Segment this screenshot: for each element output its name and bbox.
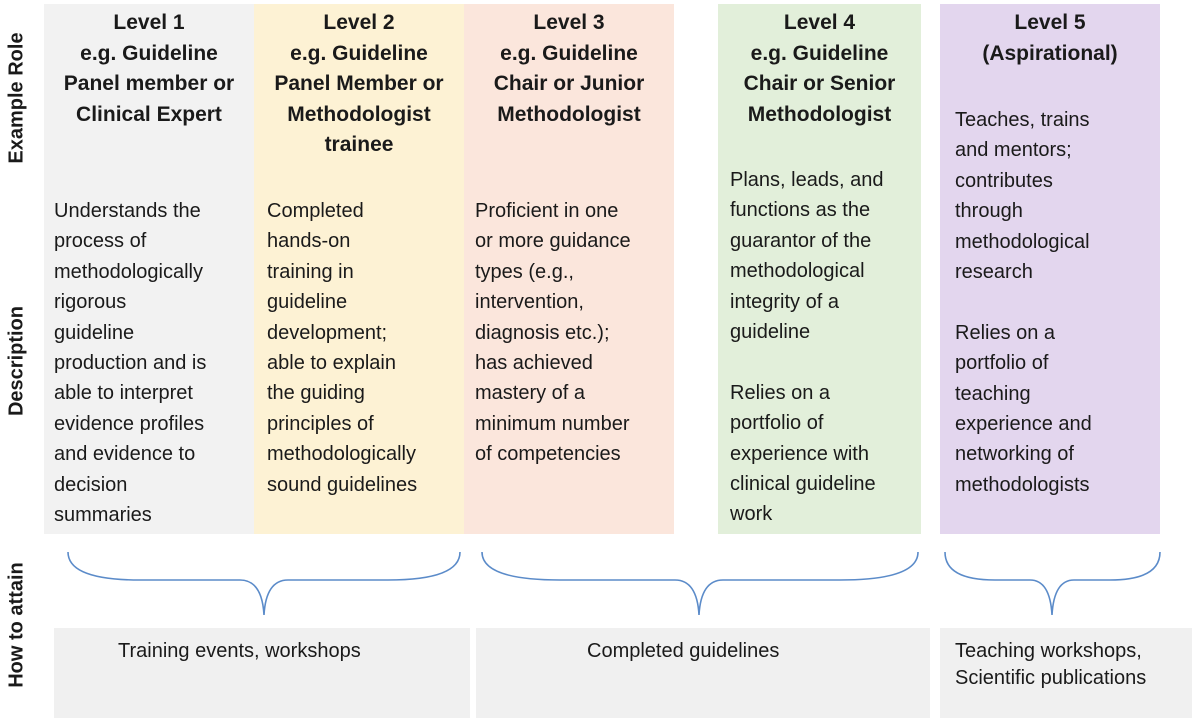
row-label-description: Description <box>5 305 28 417</box>
level-2-title: Level 2 e.g. Guideline Panel Member or Methodologist trainee <box>274 11 444 156</box>
attain-text-guidelines: Completed guidelines <box>587 640 780 662</box>
level-2-description: Completed hands-on training in guideline development; able to explain the guiding principles of methodologically sound guidelines <box>267 200 418 496</box>
attain-box-teaching <box>940 628 1192 718</box>
attain-text-teaching: Teaching workshops, Scientific publications <box>955 640 1147 689</box>
row-label-how-to-attain: How to attain <box>5 562 28 688</box>
brace-level-5 <box>945 552 1160 615</box>
brace-levels-1-2 <box>68 552 460 615</box>
level-5-title: Level 5 (Aspirational) <box>982 11 1118 65</box>
brace-levels-3-4 <box>482 552 918 615</box>
level-1-description: Understands the process of methodologically rigorous guideline production and is able to interpret evidence profiles and evidence to decision summaries <box>54 200 207 527</box>
level-4-title: Level 4 e.g. Guideline Chair or Senior Methodologist <box>743 11 896 126</box>
level-3-title: Level 3 e.g. Guideline Chair or Junior Methodologist <box>493 11 645 126</box>
level-3-description: Proficient in one or more guidance types (e.g., intervention, diagnosis etc.); has achieved mastery of a minimum number of competencies <box>475 200 631 466</box>
attain-text-training: Training events, workshops <box>118 640 361 662</box>
row-label-example-role: Example Role <box>5 32 28 164</box>
level-1-title: Level 1 e.g. Guideline Panel member or Clinical Expert <box>63 11 235 126</box>
level-5-description: Teaches, trains and mentors; contributes through methodological research Relies on a portfolio of teaching experience and networking of methodologists <box>955 109 1092 496</box>
attain-box-training <box>54 628 470 718</box>
attain-box-guidelines <box>476 628 930 718</box>
level-4-description: Plans, leads, and functions as the guarantor of the methodological integrity of a guideline Relies on a portfolio of experience with clinical guideline work <box>730 169 884 526</box>
